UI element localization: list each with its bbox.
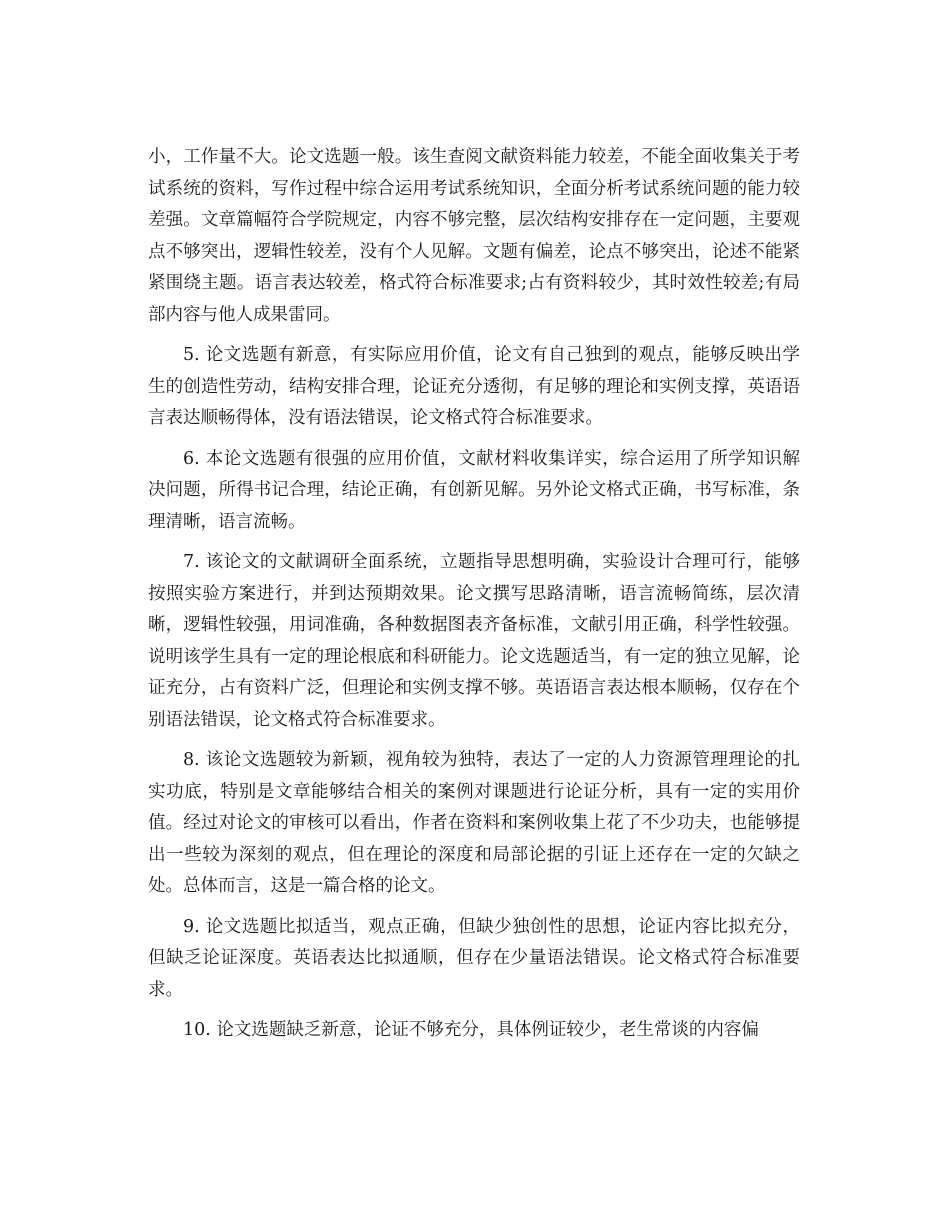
paragraph-item-5: 5. 论文选题有新意，有实际应用价值，论文有自己独到的观点，能够反映出学生的创造性劳动，结构安排合理，论证充分透彻，有足够的理论和实例支撑，英语语言表达顺畅得体，没有语法错误，论文格式符合标准要求。 — [148, 345, 800, 428]
paragraph-item-7: 7. 该论文的文献调研全面系统，立题指导思想明确，实验设计合理可行，能够按照实验方案进行，并到达预期效果。论文撰写思路清晰，语言流畅简练，层次清晰，逻辑性较强，用词准确，各种数据图表齐备标准，文献引用正确，科学性较强。说明该学生具有一定的理论根底和科研能力。论文选题适当，有一定的独立见解，论证充分，占有资料广泛，但理论和实例支撑不够。英语语言表达根本顺畅，仅存在个别语法错误，论文格式符合标准要求。 — [148, 552, 800, 730]
paragraph-item-10: 10. 论文选题缺乏新意，论证不够充分，具体例证较少，老生常谈的内容偏 — [183, 1020, 759, 1040]
paragraph-continued: 小，工作量不大。论文选题一般。该生查阅文献资料能力较差，不能全面收集关于考试系统的资料，写作过程中综合运用考试系统知识，全面分析考试系统问题的能力较差强。文章篇幅符合学院规定，内容不够完整，层次结构安排存在一定问题，主要观点不够突出，逻辑性较差，没有个人见解。文题有偏差，论点不够突出，论述不能紧紧围绕主题。语言表达较差，格式符合标准要求;占有资料较少，其时效性较差;有局部内容与他人成果雷同。 — [148, 147, 800, 325]
document-body — [148, 142, 800, 1056]
paragraph-item-8: 8. 该论文选题较为新颖，视角较为独特，表达了一定的人力资源管理理论的扎实功底，特别是文章能够结合相关的案例对课题进行论证分析，具有一定的实用价值。经过对论文的审核可以看出，作者在资料和案例收集上花了不少功夫，也能够提出一些较为深刻的观点，但在理论的深度和局部论据的引证上还存在一定的欠缺之处。总体而言，这是一篇合格的论文。 — [148, 750, 800, 896]
paragraph-item-6: 6. 本论文选题有很强的应用价值，文献材料收集详实，综合运用了所学知识解决问题，所得书记合理，结论正确，有创新见解。另外论文格式正确，书写标准，条理清晰，语言流畅。 — [148, 448, 800, 532]
paragraph-item-9: 9. 论文选题比拟适当，观点正确，但缺少独创性的思想，论证内容比拟充分，但缺乏论证深度。英语表达比拟通顺，但存在少量语法错误。论文格式符合标准要求。 — [148, 916, 800, 1000]
